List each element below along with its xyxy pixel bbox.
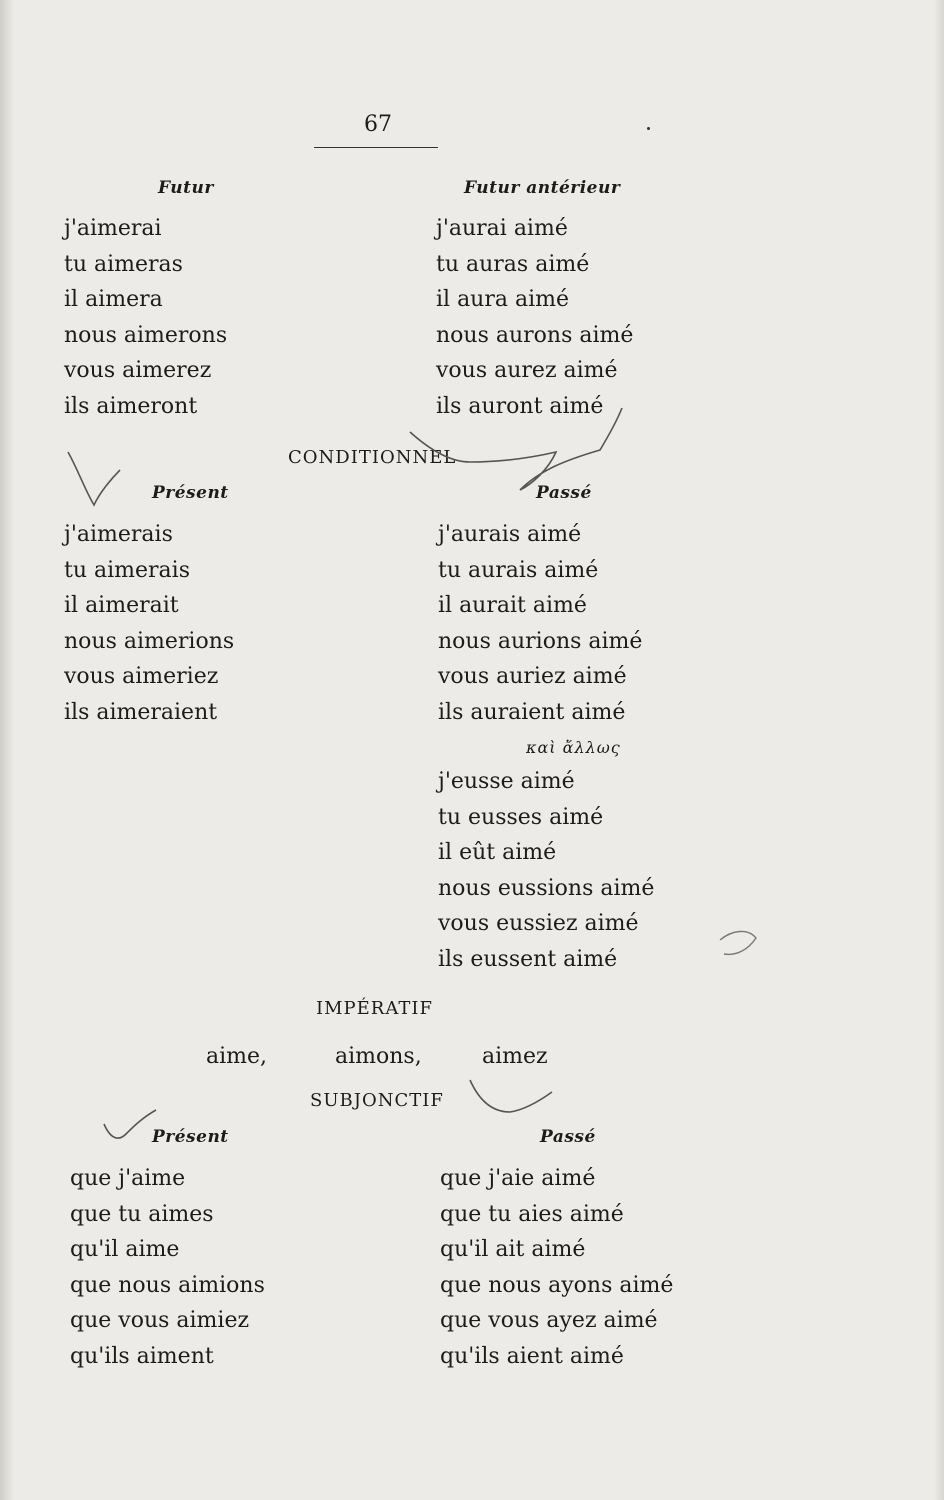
futur-anterieur-line: nous aurons aimé [436,322,634,348]
pen-tick-mark [104,1110,156,1138]
subjonctif-present-line: que j'aime [70,1166,186,1191]
subjonctif-present-line: qu'ils aiment [70,1343,214,1369]
imperatif-title: IMPÉRATIF [316,998,433,1019]
conditionnel-present-line: il aimerait [64,593,179,619]
conditionnel-passe-alt-line: il eût aimé [438,840,557,866]
futur-line: il aimera [64,287,163,313]
pen-tick-mark [470,1080,552,1112]
futur-line: tu aimeras [64,251,183,277]
futur-anterieur-line: vous aurez aimé [436,358,618,384]
conditionnel-title: CONDITIONNEL [288,447,457,468]
conditionnel-present-line: ils aimeraient [64,699,218,725]
futur-anterieur-line: tu auras aimé [436,251,590,277]
futur-anterieur-line: il aura aimé [436,287,570,313]
subjonctif-present-line: que tu aimes [70,1201,214,1227]
imperatif-form: aime, [206,1044,268,1069]
conditionnel-passe-line: tu aurais aimé [438,557,599,583]
subjonctif-passe-line: qu'il ait aimé [440,1237,586,1263]
futur-line: j'aimerai [64,216,162,241]
greek-note: καὶ ἄλλως [526,738,621,757]
page-number: 67 [364,112,392,137]
imperatif-form: aimons, [335,1044,422,1069]
conditionnel-present-line: nous aimerions [64,628,235,654]
conditionnel-present-line: j'aimerais [64,522,173,547]
futur-line: ils aimeront [64,393,198,419]
imperatif-form: aimez [482,1044,548,1069]
futur-anterieur-line: ils auront aimé [436,393,604,419]
subjonctif-present-line: que nous aimions [70,1272,265,1298]
conditionnel-passe-alt-line: tu eusses aimé [438,804,604,830]
subjonctif-present-line: qu'il aime [70,1237,180,1263]
pen-tick-mark [720,931,756,954]
conditionnel-present-line: vous aimeriez [64,664,219,690]
futur-heading: Futur [158,178,214,198]
futur-anterieur-heading: Futur antérieur [464,178,621,198]
conditionnel-present-line: tu aimerais [64,557,190,583]
subjonctif-present-line: que vous aimiez [70,1308,250,1334]
subjonctif-passe-line: qu'ils aient aimé [440,1343,624,1369]
conditionnel-passe-alt-line: j'eusse aimé [438,769,575,794]
conditionnel-passe-line: vous auriez aimé [438,664,627,690]
conditionnel-passe-line: j'aurais aimé [438,522,582,547]
conditionnel-passe-alt-line: vous eussiez aimé [438,911,639,937]
pen-tick-mark [410,408,622,490]
conditionnel-passe-alt-line: ils eussent aimé [438,946,618,972]
conditionnel-passe-alt-line: nous eussions aimé [438,875,655,901]
subjonctif-passe-line: que tu aies aimé [440,1201,624,1227]
futur-line: nous aimerons [64,322,228,348]
conditionnel-passe-line: il aurait aimé [438,593,587,619]
conditionnel-present-heading: Présent [152,483,229,503]
futur-anterieur-line: j'aurai aimé [436,216,568,241]
conditionnel-passe-heading: Passé [536,483,592,503]
conditionnel-passe-line: ils auraient aimé [438,699,626,725]
subjonctif-passe-line: que vous ayez aimé [440,1308,658,1334]
subjonctif-title: SUBJONCTIF [310,1090,444,1111]
subjonctif-passe-line: que j'aie aimé [440,1166,596,1191]
subjonctif-present-heading: Présent [152,1127,229,1147]
futur-line: vous aimerez [64,358,212,384]
subjonctif-passe-line: que nous ayons aimé [440,1272,674,1298]
pen-tick-mark [68,452,120,505]
subjonctif-passe-heading: Passé [540,1127,596,1147]
conditionnel-passe-line: nous aurions aimé [438,628,643,654]
